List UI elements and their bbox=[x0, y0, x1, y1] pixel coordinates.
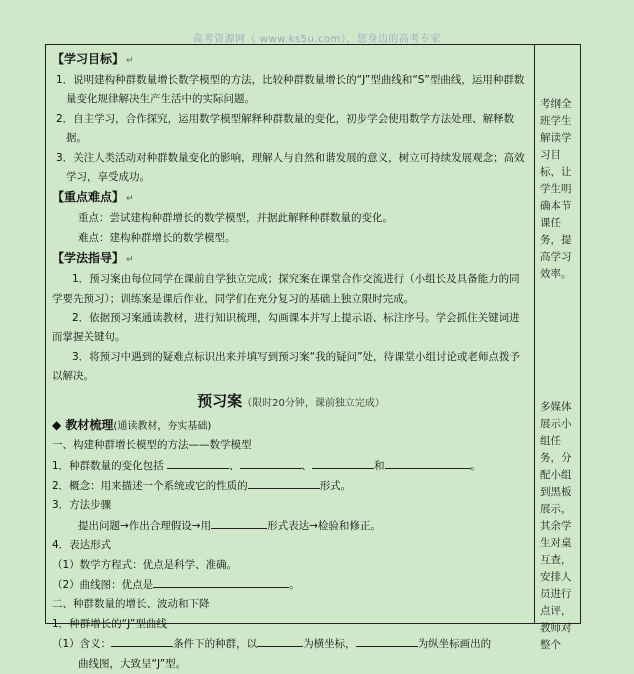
guidance-item: 3．将预习中遇到的疑难点标识出来并填写到预习案“我的疑问”处，待课堂小组讨论或老师点拨予以解决。 bbox=[52, 350, 521, 383]
preview-line: 4．表达形式 bbox=[52, 539, 112, 552]
side-note-1: 考纲全班学生解读学习目标，让学生明确本节课任务，提高学习效率。 bbox=[540, 98, 572, 280]
material-section-title: ◆ 教材梳理(通读教材，夯实基础) bbox=[52, 417, 212, 432]
preview-line-fill: （2）曲线图：优点是 。 bbox=[52, 575, 530, 595]
guidance-item: 2．依据预习案通读教材，进行知识梳理，勾画课本并写上提示语、标注序号。学会抓住关键词进而掌握关键句。 bbox=[52, 312, 520, 344]
objective-item: 3．关注人类活动对种群数量变化的影响，理解人与自然和谐发展的意义，树立可持续发展观念；高效学习，享受成功。 bbox=[56, 151, 525, 184]
preview-line: 曲线图，大致呈“J”型。 bbox=[78, 657, 187, 670]
preview-title: 预习案（限时20分钟，课前独立完成） bbox=[197, 391, 385, 410]
preview-line-fill: 1．种群数量的变化包括 、 、 和 。 bbox=[52, 456, 530, 476]
guidance-item: 1．预习案由每位同学在课前自学独立完成；探究案在课堂合作交流进行（小组长及具备能力的同学要先预习）；训练案是课后作业，同学们在充分复习的基础上独立限时完成。 bbox=[52, 273, 520, 305]
objective-item: 2．自主学习，合作探究，运用数学模型解释种群数量的变化，初步学会使用数学方法处理、解释数据。 bbox=[56, 112, 515, 145]
header-watermark: 高考资源网（ www.ks5u.com），您身边的高考专家 bbox=[193, 34, 441, 45]
objectives-title: 【学习目标】 ↵ bbox=[52, 52, 134, 66]
preview-line-fill: 2．概念：用来描述一个系统或它的性质的 形式。 bbox=[52, 476, 530, 496]
document-body bbox=[52, 49, 530, 674]
preview-line: （1）数学方程式：优点是科学、准确。 bbox=[52, 558, 238, 571]
preview-line: 一、构建种群增长模型的方法——数学模型 bbox=[52, 439, 252, 452]
preview-line: 二、种群数量的增长、波动和下降 bbox=[52, 598, 210, 611]
preview-line: 1．种群增长的“J”型曲线 bbox=[52, 617, 167, 630]
preview-line: 3．方法步骤 bbox=[52, 499, 112, 512]
keypoints-title: 【重点难点】 ↵ bbox=[52, 190, 134, 205]
side-note-2: 多媒体展示小组任务，分配小组到黑板展示，其余学生对桌互查，安排人员进行点评，教师对整个 bbox=[540, 401, 572, 651]
preview-line-fill: 提出问题→作出合理假设→用 形式表达→检验和修正。 bbox=[52, 516, 530, 536]
guidance-title: 【学法指导】 ↵ bbox=[52, 251, 134, 266]
preview-line-fill: （1）含义： 条件下的种群，以 为横坐标， 为纵坐标画出的 bbox=[52, 634, 530, 654]
objective-item: 1．说明建构种群数量增长数学模型的方法，比较种群数量增长的“J”型曲线和“S”型曲线，运用种群数量变化规律解决生产生活中的实际问题。 bbox=[56, 74, 525, 106]
keypoint-difficult: 难点：建构种群增长的数学模型。 bbox=[78, 231, 236, 244]
keypoint-key: 重点：尝试建构种群增长的数学模型，并据此解释种群数量的变化。 bbox=[78, 212, 393, 225]
